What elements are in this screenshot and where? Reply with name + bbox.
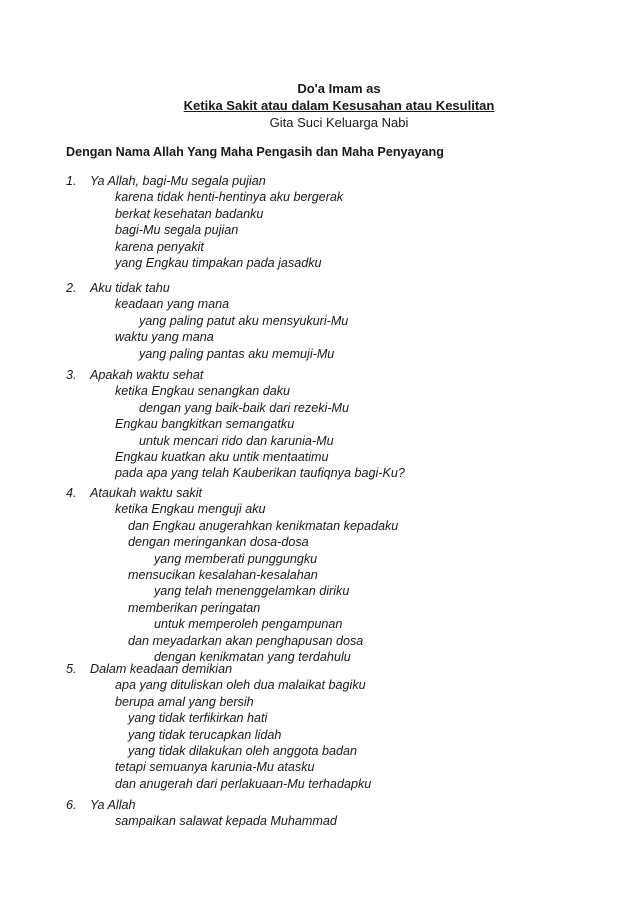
verse-text: untuk memperoleh pengampunan [154,617,343,632]
section-number: 5. [66,662,77,676]
verse-text: karena tidak henti-hentinya aku bergerak [115,190,344,205]
verse-line [66,694,586,710]
section-number: 2. [66,281,77,295]
verse-text: Ataukah waktu sakit [90,486,203,500]
verse-text: mensucikan kesalahan-kesalahan [128,567,318,582]
verse-text: apa yang dituliskan oleh dua malaikat bagiku [115,678,366,693]
verse-text: Dalam keadaan demikian [90,662,233,676]
verse-text: Apakah waktu sehat [90,368,204,382]
verse-line [66,501,586,517]
verse-line [66,813,586,829]
verse-text: yang paling pantas aku memuji-Mu [139,346,335,361]
verse-line [66,518,586,534]
verse-text: yang tidak terucapkan lidah [128,727,282,742]
verse-text: berkat kesehatan badanku [115,206,264,221]
verse-text: Engkau bangkitkan semangatku [115,417,295,432]
verse-line [66,433,586,449]
section-number: 4. [66,486,77,500]
verse-line [66,633,586,649]
verse-text: yang telah menenggelamkan diriku [154,584,350,599]
verse-text: dengan meringankan dosa-dosa [128,535,309,550]
verse-line [66,797,586,813]
verse-line [66,534,586,550]
prayer-section [66,661,586,792]
title-block [0,80,638,131]
verse-line [66,400,586,416]
verse-text: ketika Engkau senangkan daku [115,384,291,399]
verse-text: karena penyakit [115,239,204,254]
verse-line [66,416,586,432]
verse-text: untuk mencari rido dan karunia-Mu [139,433,334,448]
verse-text: dengan yang baik-baik dari rezeki-Mu [139,400,350,415]
section-number: 3. [66,368,77,382]
verse-line [66,296,586,312]
verse-line [66,189,586,205]
verse-text: dan anugerah dari perlakuaan-Mu terhadapku [115,776,372,791]
verse-line [66,280,586,296]
doc-title: Do'a Imam as [297,81,381,96]
verse-text: dan meyadarkan akan penghapusan dosa [128,633,364,648]
verse-line [66,759,586,775]
verse-text: dengan kenikmatan yang terdahulu [154,649,351,664]
verse-line [66,600,586,616]
verse-text: bagi-Mu segala pujian [115,223,239,238]
verse-line [66,465,586,481]
verse-line [66,313,586,329]
verse-text: ketika Engkau menguji aku [115,502,266,517]
verse-text: keadaan yang mana [115,297,230,312]
verse-text: Ya Allah [90,798,136,812]
verse-line [66,206,586,222]
verse-line [66,661,586,677]
verse-line [66,367,586,383]
prayer-section [66,173,586,271]
verse-line [66,727,586,743]
verse-line [66,776,586,792]
prayer-section [66,797,586,830]
section-number: 6. [66,798,77,812]
verse-text: yang tidak dilakukan oleh anggota badan [128,743,357,758]
verse-line [66,449,586,465]
verse-line [66,255,586,271]
verse-line [66,383,586,399]
verse-line [66,551,586,567]
verse-line [66,346,586,362]
doc-source: Gita Suci Keluarga Nabi [269,115,409,130]
verse-text: yang Engkau timpakan pada jasadku [115,255,322,270]
verse-text: Aku tidak tahu [90,281,170,295]
verse-line [66,567,586,583]
verse-line [66,743,586,759]
verse-line [66,485,586,501]
prayer-section [66,485,586,665]
prayer-section [66,280,586,362]
verse-line [66,239,586,255]
basmala: Dengan Nama Allah Yang Maha Pengasih dan Maha Penyayang [66,145,444,159]
verse-line [66,329,586,345]
verse-text: sampaikan salawat kepada Muhammad [115,814,337,829]
verse-line [66,616,586,632]
verse-text: yang paling patut aku mensyukuri-Mu [139,313,349,328]
doc-subtitle: Ketika Sakit atau dalam Kesusahan atau Kesulitan [183,98,495,113]
verse-text: memberikan peringatan [128,600,261,615]
verse-text: pada apa yang telah Kauberikan taufiqnya bagi-Ku? [115,466,405,481]
verse-text: Ya Allah, bagi-Mu segala pujian [90,174,266,188]
verse-text: waktu yang mana [115,330,214,345]
verse-text: yang tidak terfikirkan hati [128,711,268,726]
verse-line [66,583,586,599]
verse-text: berupa amal yang bersih [115,694,254,709]
verse-line [66,710,586,726]
verse-line [66,222,586,238]
verse-line [66,173,586,189]
verse-text: yang memberati punggungku [154,551,318,566]
verse-line [66,677,586,693]
section-number: 1. [66,174,77,188]
verse-text: tetapi semuanya karunia-Mu atasku [115,760,315,775]
verse-text: dan Engkau anugerahkan kenikmatan kepadaku [128,518,399,533]
verse-text: Engkau kuatkan aku untik mentaatimu [115,449,329,464]
prayer-section [66,367,586,482]
